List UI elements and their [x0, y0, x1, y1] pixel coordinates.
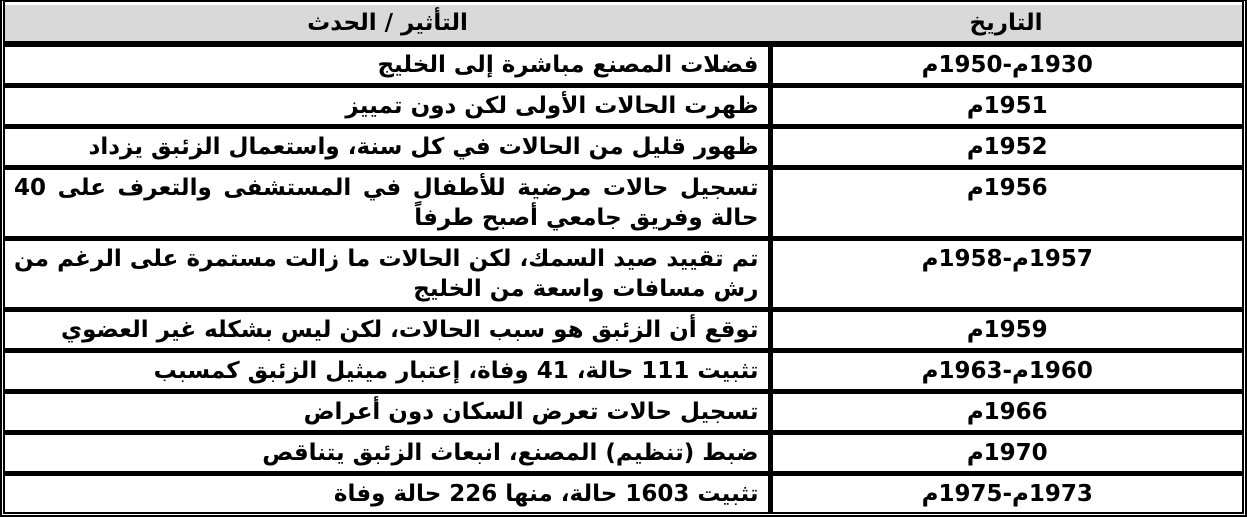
- column-header-event: التأثير / الحدث: [5, 5, 770, 44]
- date-cell: 1966م: [770, 392, 1242, 433]
- table-row: [5, 127, 1242, 168]
- event-cell: تثبيت 111 حالة، 41 وفاة، إعتبار ميثيل الزئبق كمسبب: [153, 358, 759, 384]
- date-cell: 1930م-1950م: [770, 44, 1242, 86]
- date-cell: 1960م-1963م: [770, 351, 1242, 392]
- column-header-date: التاريخ: [770, 5, 1242, 44]
- event-cell: تسجيل حالات تعرض السكان دون أعراض: [303, 399, 759, 425]
- date-cell: 1959م: [770, 310, 1242, 351]
- table-row: [5, 239, 1242, 310]
- date-cell: 1956م: [770, 168, 1242, 239]
- date-cell: 1951م: [770, 86, 1242, 127]
- table-row: [5, 351, 1242, 392]
- table-row: [5, 433, 1242, 474]
- event-cell: تم تقييد صيد السمك، لكن الحالات ما زالت مستمرة على الرغم من رش مسافات واسعة من الخليج: [14, 246, 759, 302]
- date-cell: 1970م: [770, 433, 1242, 474]
- event-cell: فضلات المصنع مباشرة إلى الخليج: [377, 52, 759, 78]
- table-row: [5, 474, 1242, 513]
- date-cell: 1952م: [770, 127, 1242, 168]
- table-row: [5, 44, 1242, 86]
- date-cell: 1957م-1958م: [770, 239, 1242, 310]
- table-row: [5, 168, 1242, 239]
- header-row: [5, 5, 1242, 44]
- minamata-timeline-table: [5, 5, 1242, 512]
- event-cell: توقع أن الزئبق هو سبب الحالات، لكن ليس بشكله غير العضوي: [60, 317, 759, 343]
- table-row: [5, 86, 1242, 127]
- event-cell: تثبيت 1603 حالة، منها 226 حالة وفاة: [333, 481, 759, 507]
- table-row: [5, 310, 1242, 351]
- table-body: [5, 44, 1242, 512]
- event-cell: ظهرت الحالات الأولى لكن دون تمييز: [345, 93, 759, 119]
- event-cell: ظهور قليل من الحالات في كل سنة، واستعمال الزئبق يزداد: [88, 134, 759, 160]
- table-header: [5, 5, 1242, 44]
- date-cell: 1973م-1975م: [770, 474, 1242, 513]
- table-row: [5, 392, 1242, 433]
- event-cell: ضبط (تنظيم) المصنع، انبعاث الزئبق يتناقص: [262, 440, 759, 466]
- event-cell: تسجيل حالات مرضية للأطفال في المستشفى والتعرف على 40 حالة وفريق جامعي أصبح طرفاً: [14, 175, 759, 231]
